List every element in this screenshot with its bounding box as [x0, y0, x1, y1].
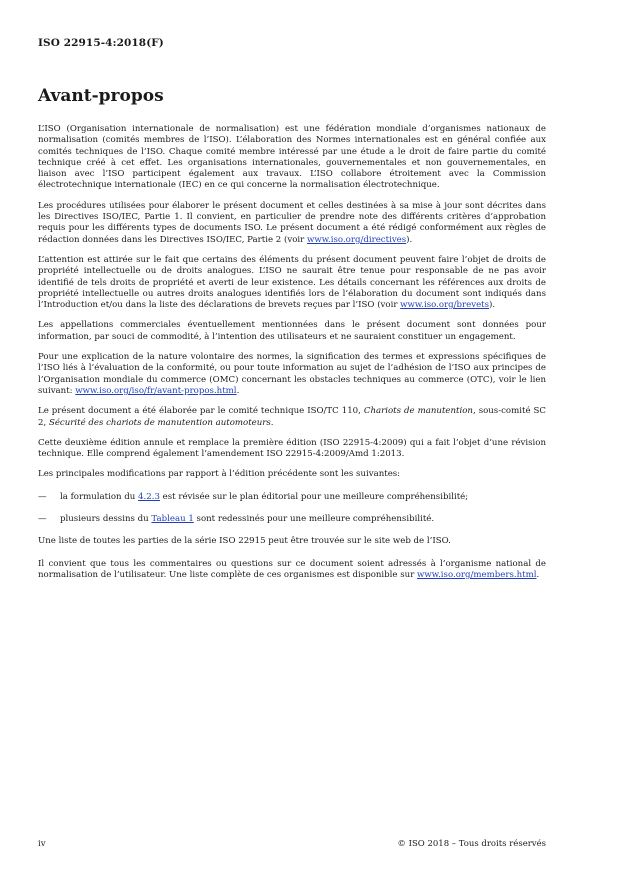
paragraph-changes-intro: Les principales modifications par rapport à l’édition précédente sont les suivantes: — [38, 469, 401, 480]
page-number: iv — [38, 839, 46, 849]
link-clause-4-2-3[interactable]: 4.2.3 — [138, 491, 160, 502]
paragraph-voluntary-nature: Pour une explication de la nature volontaire des normes, la signification des termes et expressions spécifiques de l’ISO liés à l’évaluation de la conformité, ou pour toute information au sujet de l’adhésion de l’ISO aux principes de l’Organisation mondiale du commerce (OMC) concernant les obstacles techniques au commerce (OTC), voir le lien suivant: www.iso.org/iso/fr/avant-propos.html. — [38, 352, 546, 396]
link-tableau-1[interactable]: Tableau 1 — [151, 514, 194, 525]
foreword-body — [38, 124, 546, 590]
list-item: — plusieurs dessins du Tableau 1 sont redessinés pour une meilleure compréhensibilité. — [38, 514, 435, 525]
dash-marker: — — [38, 514, 47, 525]
paragraph-patents: L’attention est attirée sur le fait que certains des éléments du présent document peuvent faire l’objet de droits de propriété intellectuelle ou de droits analogues. L’ISO ne saurait être tenue pour responsable de ne pas avoir identifié de tels droits de propriété et averti de leur existence. Les détails concernant les références aux droits de propriété intellectuelle ou autres droits analogues identifiés lors de l’élaboration du document sont indiqués dans l’Introduction et/ou dans la liste des déclarations de brevets reçues par l’ISO (voir www.iso.org/brevets). — [38, 254, 546, 311]
paragraph-series-list: Une liste de toutes les parties de la série ISO 22915 peut être trouvée sur le site web de l’ISO. — [38, 536, 451, 547]
link-avant-propos[interactable]: www.iso.org/iso/fr/avant-propos.html — [75, 385, 237, 396]
list-item: — la formulation du 4.2.3 est révisée sur le plan éditorial pour une meilleure compréhensibilité; — [38, 491, 469, 502]
page-title: Avant-propos — [38, 86, 164, 106]
paragraph-procedures: Les procédures utilisées pour élaborer le présent document et celles destinées à sa mise à jour sont décrites dans les Directives ISO/IEC, Partie 1. Il convient, en particulier de prendre note des différents critères d’approbation requis pour les différents types de documents ISO. Le présent document a été rédigé conformément aux règles de rédaction données dans les Directives ISO/IEC, Partie 2 (voir www.iso.org/directives). — [38, 200, 546, 245]
dash-marker: — — [38, 491, 47, 502]
paragraph-trade-names: Les appellations commerciales éventuellement mentionnées dans le présent document sont données pour information, par souci de commodité, à l’intention des utilisateurs et ne sauraient constituer un engagement. — [38, 320, 546, 342]
paragraph-edition: Cette deuxième édition annule et remplace la première édition (ISO 22915-4:2009) qui a fait l’objet d’une révision technique. Elle comprend également l’amendement ISO 22915-4:2009/Amd 1:2013. — [38, 437, 546, 460]
copyright-notice: © ISO 2018 – Tous droits réservés — [397, 839, 546, 849]
document-id: ISO 22915-4:2018(F) — [38, 37, 164, 49]
link-members[interactable]: www.iso.org/members.html — [417, 569, 537, 580]
paragraph-comments: Il convient que tous les commentaires ou questions sur ce document soient adressés à l’organisme national de normalisation de l’utilisateur. Une liste complète de ces organismes est disponible sur www.iso.org/members.html. — [38, 558, 546, 580]
paragraph-committee: Le présent document a été élaborée par le comité technique ISO/TC 110, Chariots de manutention, sous-comité SC 2, Sécurité des chariots de manutention automoteurs. — [38, 406, 547, 428]
page — [38, 0, 546, 876]
paragraph-iso-intro: L’ISO (Organisation internationale de normalisation) est une fédération mondiale d’organismes nationaux de normalisation (comités membres de l’ISO). L’élaboration des Normes internationales est en général confiée aux comités techniques de l’ISO. Chaque comité membre intéressé par une étude a le droit de faire partie du comité technique créé à cet effet. Les organisations internationales, gouvernementales et non gouvernementales, en liaison avec l’ISO participent également aux travaux. L’ISO collabore étroitement avec la Commission électrotechnique internationale (IEC) en ce qui concerne la normalisation électrotechnique. — [38, 124, 546, 191]
link-directives[interactable]: www.iso.org/directives — [306, 234, 407, 245]
link-brevets[interactable]: www.iso.org/brevets — [400, 300, 490, 311]
